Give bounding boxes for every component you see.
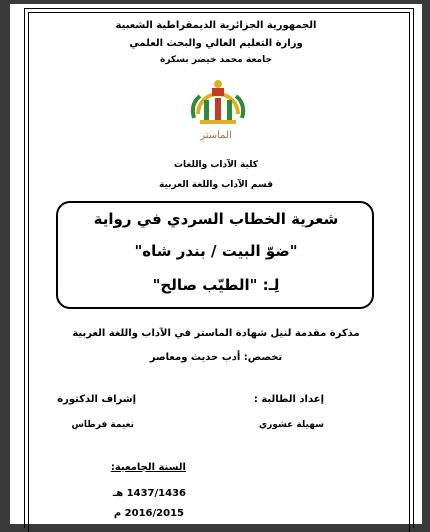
supervisor-name: نعيمة فرطاس	[71, 420, 134, 430]
memo-statement: مذكرة مقدمة لنيل شهادة الماستر في الآداب واللغة العربية	[72, 328, 360, 339]
specialization: تخصص: أدب حديث ومعاصر	[149, 352, 283, 363]
academic-year-gregorian: 2016/2015 م	[113, 508, 184, 519]
academic-year-hijri: 1437/1436 هـ	[112, 488, 186, 499]
student-label: إعداد الطالبة :	[253, 394, 324, 405]
university-heading: جامعة محمد خيضر بسكرة	[160, 55, 272, 65]
faculty-name: كلية الآداب واللغات	[173, 160, 259, 170]
logo-caption: الماستر	[200, 130, 232, 141]
document-page	[10, 4, 422, 524]
thesis-title-line-2: "ضوّ البيت / بندر شاه"	[134, 242, 298, 260]
thesis-title-line-3: لِـ: "الطيّب صالح"	[152, 276, 280, 294]
academic-year-label: السنة الجامعية:	[110, 462, 186, 473]
department-name: قسم الآداب واللغة العربية	[159, 180, 273, 190]
ministry-heading: وزارة التعليم العالي والبحث العلمي	[129, 38, 303, 49]
republic-heading: الجمهورية الجزائرية الديمقراطية الشعبية	[115, 20, 317, 31]
thesis-title-line-1: شعرية الخطاب السردي في رواية	[93, 210, 339, 228]
student-name: سهيلة عشوري	[258, 420, 324, 430]
supervisor-label: إشراف الدكتورة	[57, 394, 136, 405]
